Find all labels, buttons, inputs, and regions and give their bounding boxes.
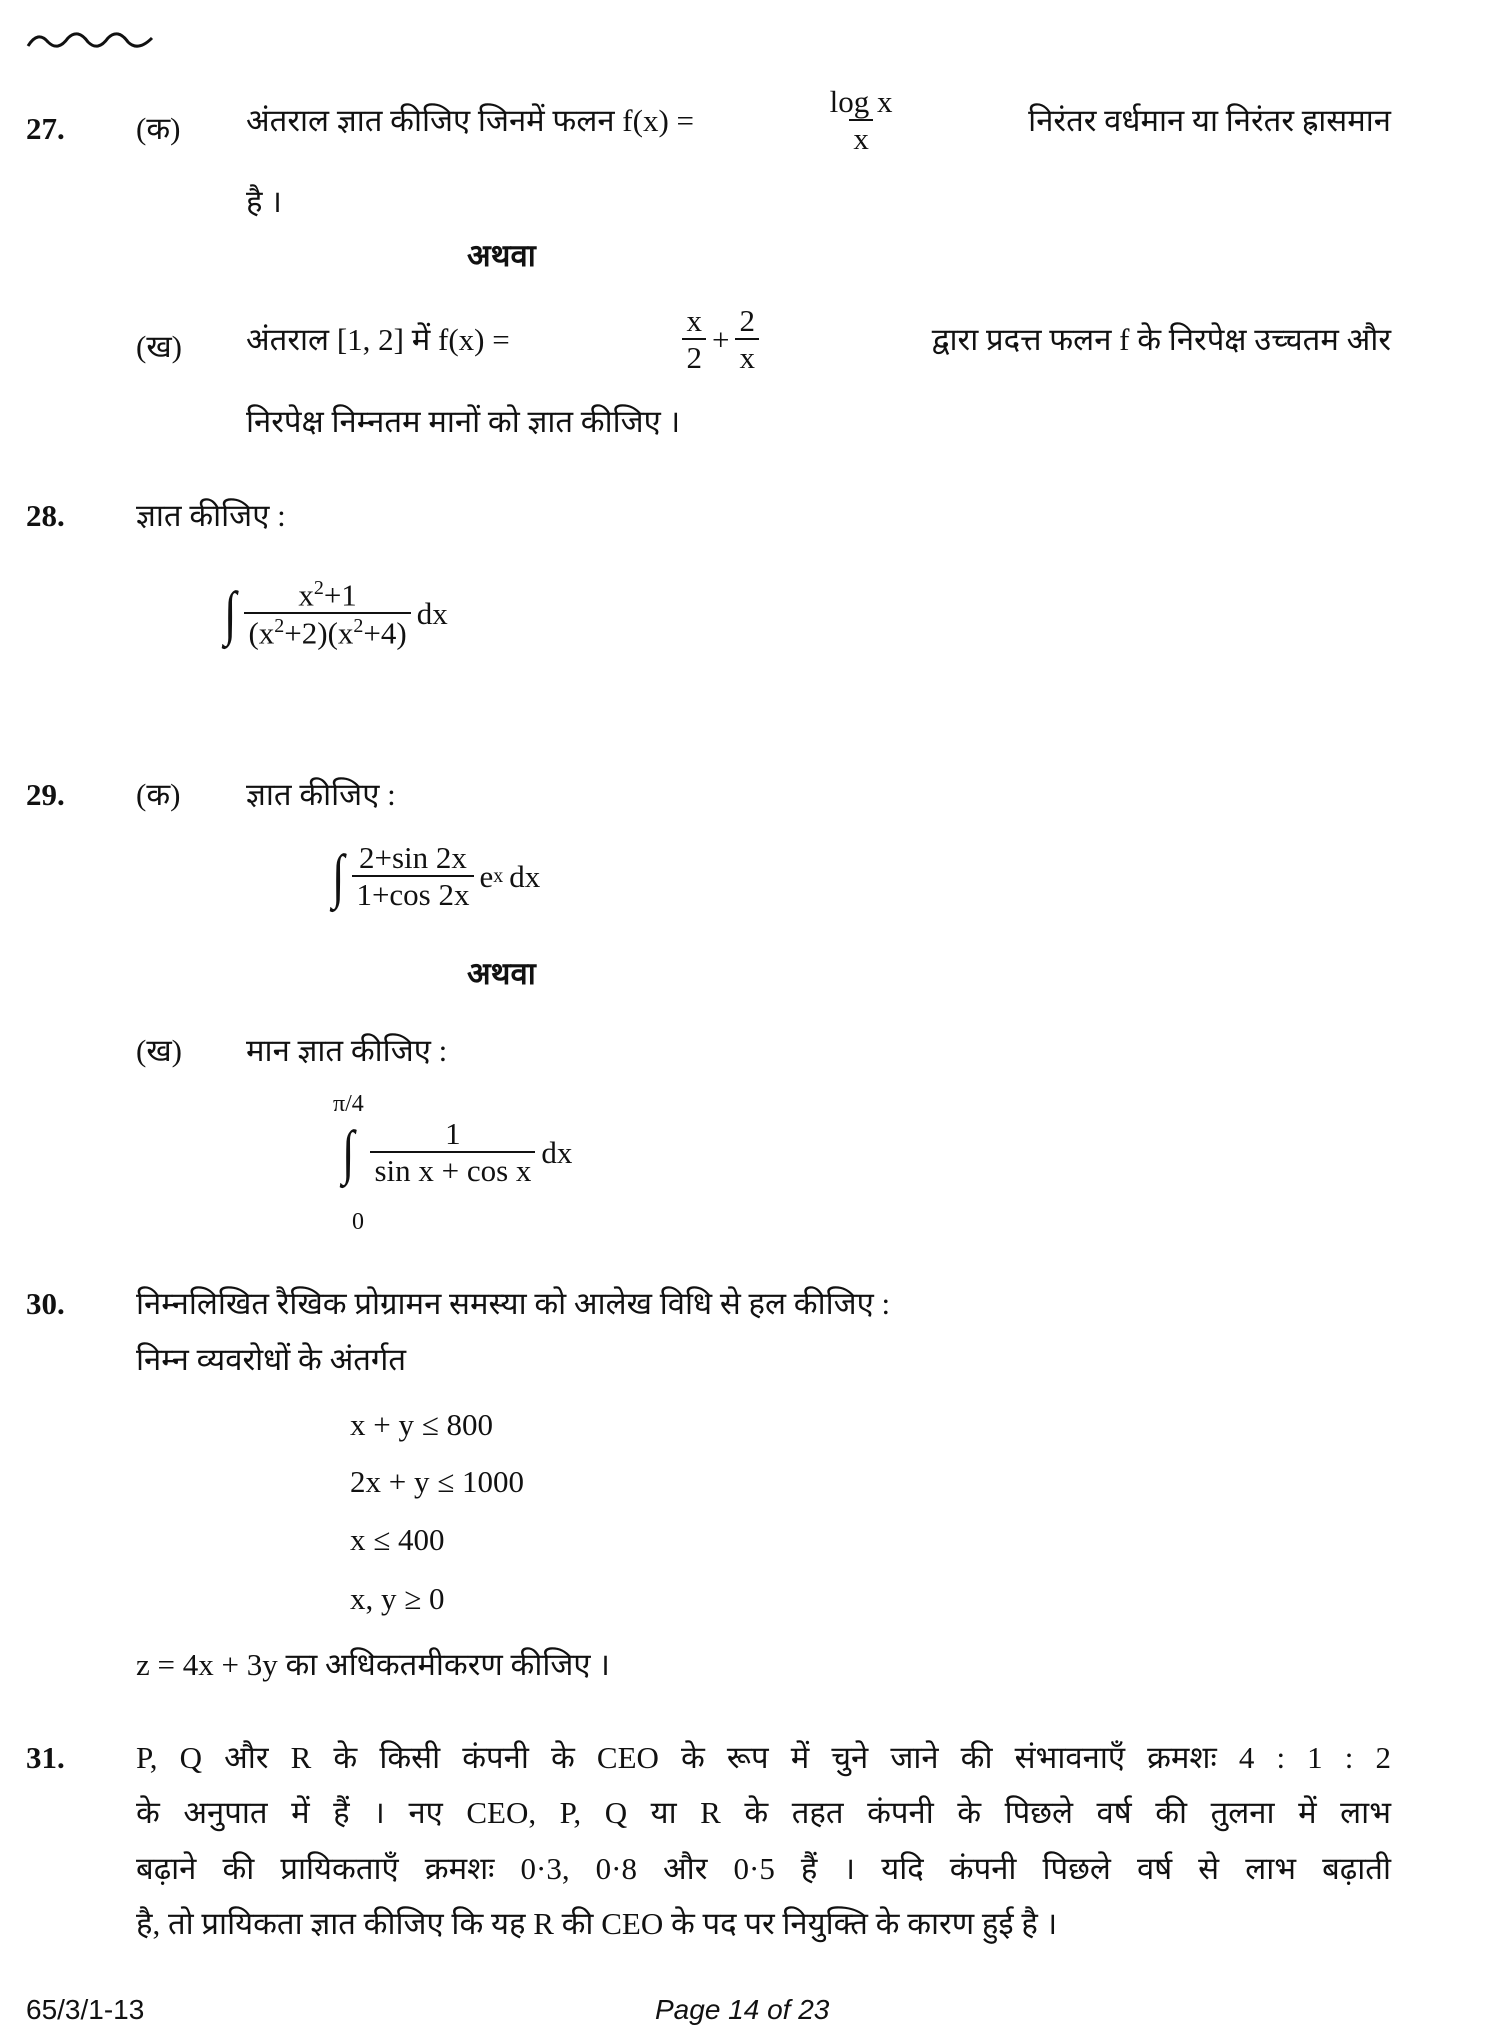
objective: z = 4x + 3y का अधिकतमीकरण कीजिए । <box>136 1647 611 1682</box>
t: +1 <box>323 577 357 613</box>
paper-code: 65/3/1-13 <box>26 1994 145 2025</box>
constraint: x, y ≥ 0 <box>350 1581 445 1616</box>
denominator: 1+cos 2x <box>352 875 473 910</box>
t: +2)(x <box>284 615 354 651</box>
denominator <box>244 612 410 651</box>
numerator: 2 <box>739 303 755 338</box>
t: x <box>298 577 314 613</box>
exp: 2 <box>313 577 324 599</box>
text: अंतराल ज्ञात कीजिए जिनमें फलन f(x) = <box>246 102 695 138</box>
numerator: x <box>686 303 702 338</box>
numerator: 1 <box>445 1116 461 1151</box>
definite-integral-expression <box>340 1118 572 1186</box>
fraction <box>244 578 410 649</box>
denominator: sin x + cos x <box>370 1151 535 1186</box>
text-line: है, तो प्रायिकता ज्ञात कीजिए कि यह R की CEO के पद पर नियुक्ति के कारण हुई है । <box>136 1906 1058 1941</box>
text-line: के अनुपात में हैं । नए CEO, P, Q या R के तहत कंपनी के पिछले वर्ष की तुलना में लाभ <box>136 1795 1391 1830</box>
fraction <box>682 305 706 373</box>
q27-a-line <box>246 86 1391 154</box>
exp: x <box>493 865 504 887</box>
question-number: 31. <box>26 1740 65 1775</box>
dx: dx <box>416 595 448 631</box>
part-label: (क) <box>136 777 181 812</box>
constraint: x + y ≤ 800 <box>350 1407 493 1442</box>
integral-sign-icon: ∫ <box>332 843 345 909</box>
or-label: अथवा <box>467 956 536 991</box>
text: ज्ञात कीजिए : <box>246 777 396 812</box>
fraction <box>735 305 759 373</box>
fraction <box>352 842 473 910</box>
part-label: (ख) <box>136 329 183 364</box>
expression <box>676 305 764 373</box>
text: अंतराल [1, 2] में f(x) = <box>246 321 510 357</box>
text: निम्न व्यवरोधों के अंतर्गत <box>136 1342 407 1377</box>
page-number: Page 14 of 23 <box>655 1994 830 2025</box>
text: है । <box>246 184 282 219</box>
text-line: P, Q और R के किसी कंपनी के CEO के रूप में चुने जाने की संभावनाएँ क्रमशः 4 : 1 : 2 <box>136 1740 1391 1775</box>
denominator: 2 <box>682 338 706 373</box>
t: (x <box>248 615 275 651</box>
plus: + <box>711 321 730 357</box>
exp: 2 <box>353 615 364 638</box>
integral-expression <box>330 842 540 910</box>
squiggle-mark <box>26 28 156 52</box>
integral-sign-icon: ∫ <box>224 580 237 647</box>
exp: 2 <box>274 615 285 638</box>
text: निरंतर वर्धमान या निरंतर ह्रासमान <box>1028 102 1391 138</box>
dx: dx <box>509 858 541 894</box>
denominator: x <box>735 338 759 373</box>
or-label: अथवा <box>467 238 536 273</box>
constraint: x ≤ 400 <box>350 1522 445 1557</box>
q27-b-line <box>246 305 1391 373</box>
question-number: 29. <box>26 777 65 812</box>
integral-expression <box>222 578 448 649</box>
numerator: 2+sin 2x <box>359 840 467 875</box>
part-label: (क) <box>136 111 181 146</box>
denominator: x <box>849 119 873 154</box>
text: ज्ञात कीजिए : <box>136 498 286 533</box>
fraction <box>370 1118 535 1186</box>
fraction <box>826 86 897 154</box>
lower-limit: 0 <box>352 1209 364 1235</box>
t: e <box>479 858 494 894</box>
question-number: 30. <box>26 1286 65 1321</box>
numerator: log x <box>829 84 893 119</box>
numerator <box>294 578 360 612</box>
t: +4) <box>363 615 407 651</box>
question-number: 28. <box>26 498 65 533</box>
text: मान ज्ञात कीजिए : <box>246 1033 448 1068</box>
part-label: (ख) <box>136 1033 183 1068</box>
constraint: 2x + y ≤ 1000 <box>350 1464 524 1499</box>
text-line: बढ़ाने की प्रायिकताएँ क्रमशः 0·3, 0·8 और 0·5 हैं । यदि कंपनी पिछले वर्ष से लाभ बढ़ाती <box>136 1851 1391 1886</box>
upper-limit: π/4 <box>333 1091 364 1117</box>
text: निरपेक्ष निम्नतम मानों को ज्ञात कीजिए । <box>246 404 681 439</box>
text: निम्नलिखित रैखिक प्रोग्रामन समस्या को आलेख विधि से हल कीजिए : <box>136 1286 891 1321</box>
integral-sign-icon: ∫ <box>342 1119 355 1185</box>
dx: dx <box>541 1134 573 1170</box>
question-number: 27. <box>26 111 65 146</box>
text: द्वारा प्रदत्त फलन f के निरपेक्ष उच्चतम और <box>931 321 1391 357</box>
